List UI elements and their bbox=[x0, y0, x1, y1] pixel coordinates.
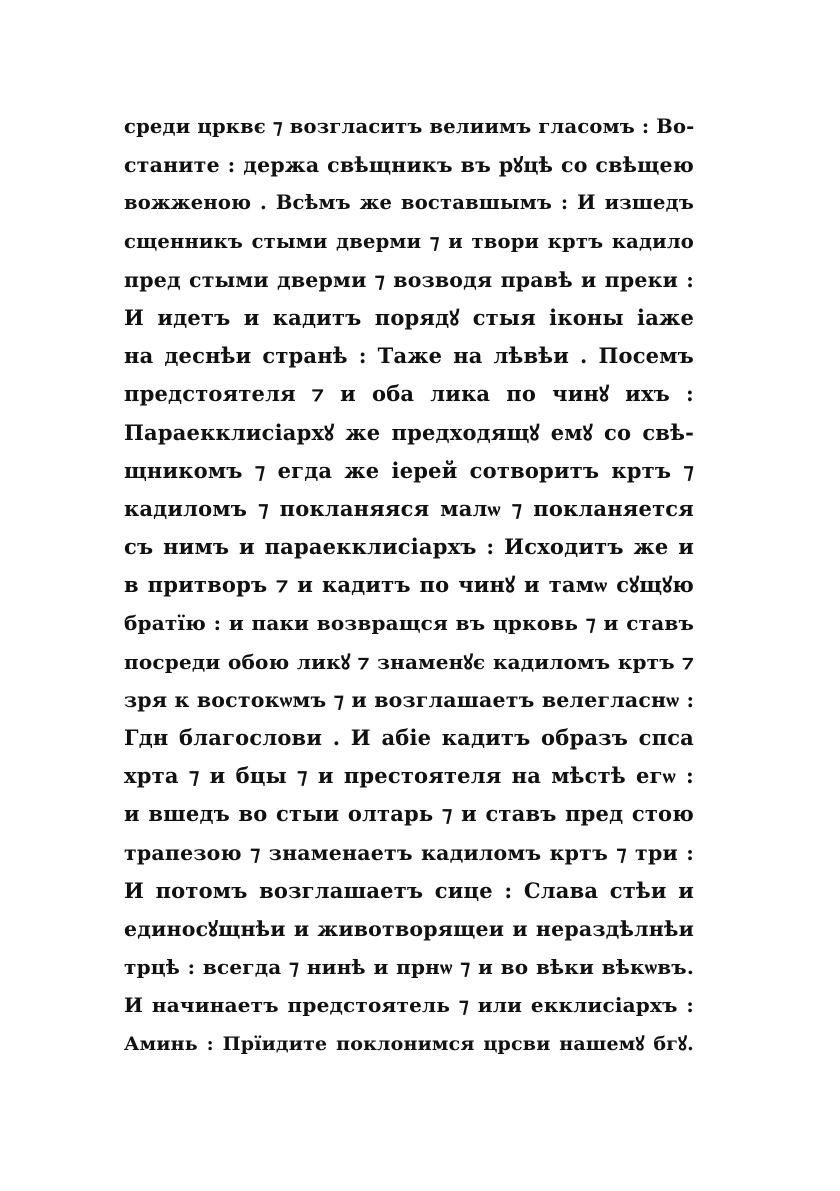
text-line-1: среди црквє ⁊ возгласитъ велиимъ гласомъ : Во- bbox=[124, 115, 695, 138]
text-line-18: хрта ⁊ и бцы ⁊ и престоятеля на мѣстѣ егѡ : bbox=[124, 763, 694, 789]
text-line-16: зря к востокѡмъ ⁊ и возглашаетъ велегласнѡ : bbox=[124, 687, 695, 712]
text-line-19: и вшедъ во стыи олтарь ⁊ и ставъ пред стою bbox=[124, 801, 694, 827]
text-line-22: единосꙋщнѣи и животворящеи и нераздѣлнѣи bbox=[124, 916, 694, 941]
text-line-23: трцѣ : всегда ⁊ нинѣ и прнѡ ⁊ и во вѣки вѣкѡвъ. bbox=[124, 955, 694, 980]
text-line-14: братїю : и паки возвращся въ црковь ⁊ и ставъ bbox=[124, 611, 694, 636]
text-line-7: на деснѣи странѣ : Таже на лѣвѣи . Посемъ bbox=[124, 343, 694, 369]
text-line-8: предстоятеля ⁊ и оба лика по чинꙋ ихъ : bbox=[124, 381, 694, 407]
text-line-20: трапезою ⁊ знаменаетъ кадиломъ кртъ ⁊ три : bbox=[124, 840, 694, 865]
text-line-21: И потомъ возглашаетъ сице : Слава стѣи и bbox=[124, 877, 694, 903]
text-line-11: кадиломъ ⁊ покланяяся малѡ ⁊ покланяется bbox=[124, 495, 694, 521]
text-line-17: Гдн благослови . И абіе кадитъ образъ спса bbox=[124, 725, 694, 750]
church-slavonic-text bbox=[124, 108, 694, 1063]
text-line-4: сщенникъ стыми дверми ⁊ и твори кртъ кадило bbox=[124, 229, 694, 253]
text-line-10: щникомъ ⁊ егда же іерей сотворитъ кртъ ⁊ bbox=[124, 457, 694, 483]
text-line-12: съ нимъ и параекклисіархъ : Исходитъ же и bbox=[124, 534, 694, 560]
text-line-2: станите : держа свѣщникъ въ рꙋцѣ со свѣщею bbox=[124, 153, 694, 178]
text-line-15: посреди обою ликꙋ ⁊ знаменꙋє кадиломъ кртъ ⁊ bbox=[124, 649, 694, 674]
text-line-25: Аминь : Прїидите поклонимся црсви нашемꙋ бгꙋ. bbox=[124, 1032, 694, 1055]
text-line-13: в притворъ ⁊ и кадитъ по чинꙋ и тамѡ сꙋщꙋю bbox=[124, 572, 694, 598]
text-line-9: Параекклисіархꙋ же предходящꙋ емꙋ со свѣ- bbox=[124, 419, 694, 445]
text-line-24: И начинаетъ предстоятель ⁊ или екклисіархъ : bbox=[124, 993, 694, 1018]
text-line-6: И идетъ и кадитъ порядꙋ стыя іконы іаже bbox=[124, 304, 694, 330]
text-line-3: вожженою . Всѣмъ же воставшымъ : И изшедъ bbox=[124, 191, 694, 215]
text-line-5: пред стыми дверми ⁊ возводя правѣ и преки : bbox=[124, 267, 694, 292]
